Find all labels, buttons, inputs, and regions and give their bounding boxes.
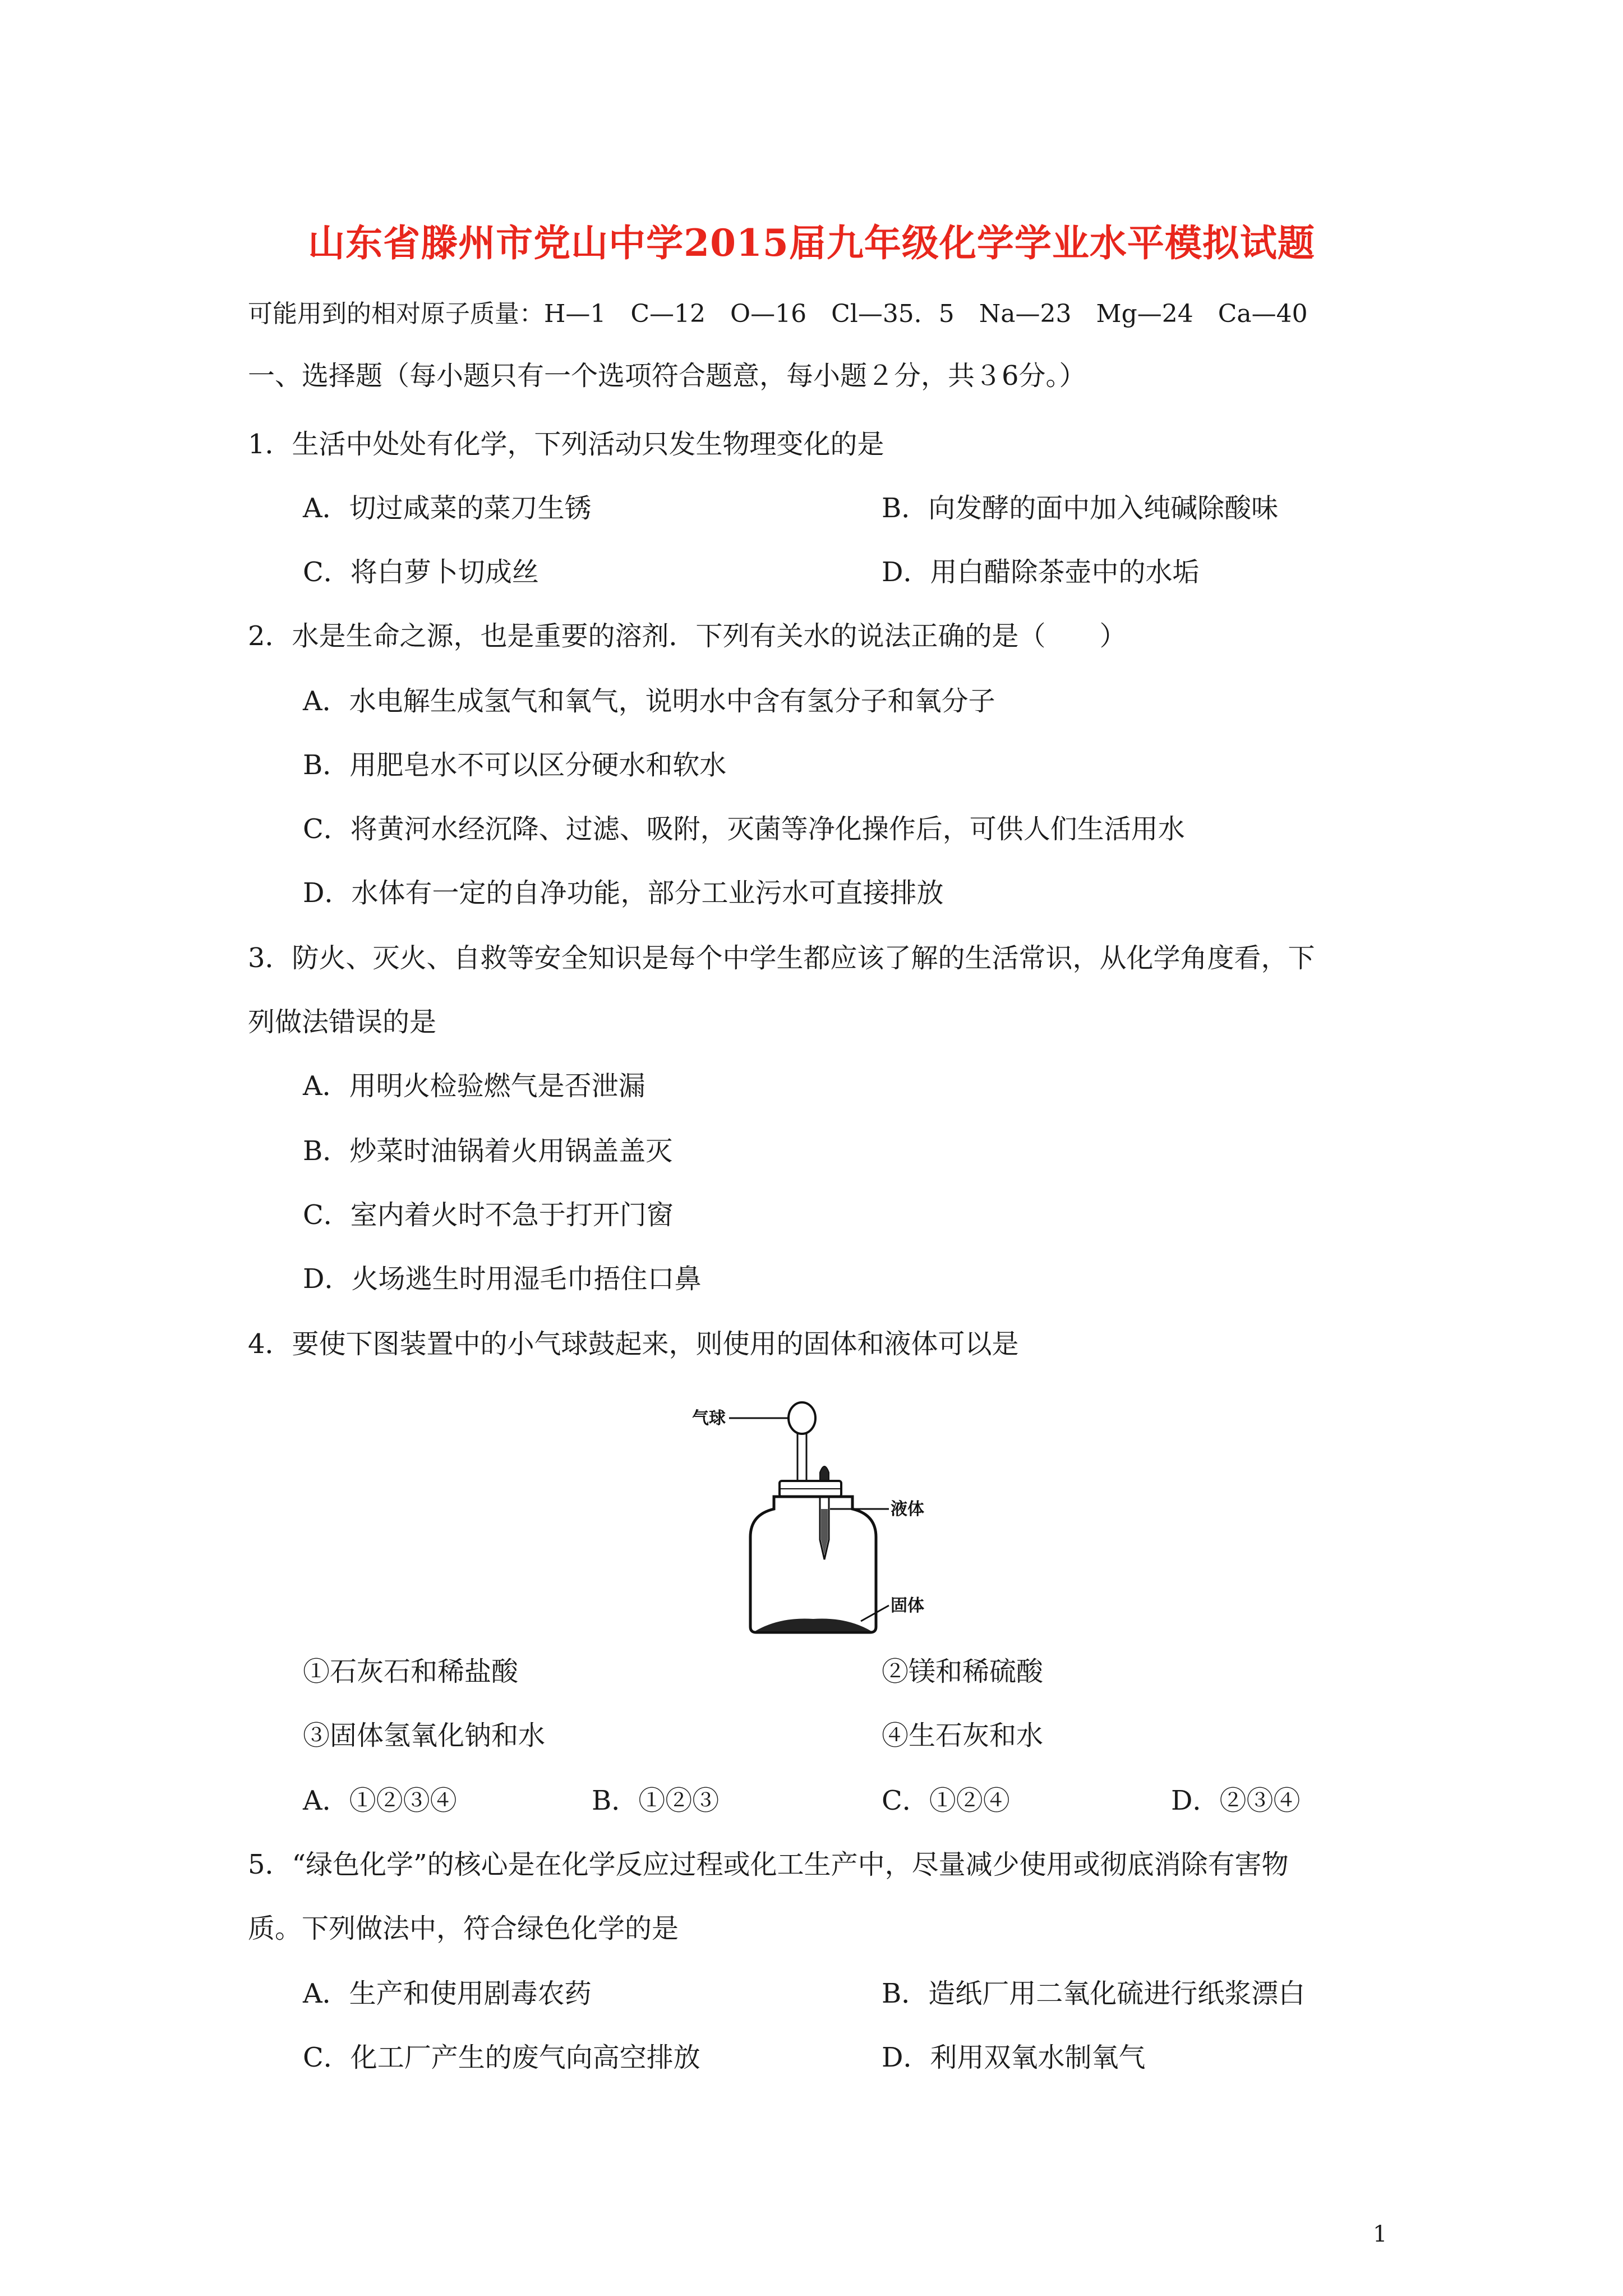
question-4-stem: 4．要使下图装置中的小气球鼓起来，则使用的固体和液体可以是 [248, 1328, 1019, 1360]
question-1-option-a: A．切过咸菜的菜刀生锈 [303, 493, 592, 524]
question-5-stem-line-1: 5．“绿色化学”的核心是在化学反应过程或化工生产中，尽量减少使用或彻底消除有害物 [248, 1849, 1289, 1880]
figure-label-liquid: 液体 [891, 1499, 924, 1519]
question-3-option-d: D．火场逃生时用湿毛巾捂住口鼻 [303, 1263, 702, 1295]
question-4-item-2: ②镁和稀硫酸 [882, 1656, 1044, 1687]
question-4-item-3: ③固体氢氧化钠和水 [303, 1720, 546, 1751]
figure-label-solid: 固体 [891, 1596, 924, 1616]
atomic-mass-line: 可能用到的相对原子质量：H—1 C—12 O—16 Cl—35．5 Na—23 Mg—24 Ca—40 [248, 300, 1308, 328]
solid-layer-shape [755, 1618, 872, 1631]
bottle-shape [750, 1497, 876, 1632]
figure-label-balloon: 气球 [692, 1409, 726, 1428]
question-3-stem-line-1: 3．防火、灭火、自救等安全知识是每个中学生都应该了解的生活常识，从化学角度看，下 [248, 942, 1315, 974]
question-5-option-d: D．利用双氧水制氧气 [882, 2042, 1146, 2073]
question-3-option-c: C．室内着火时不急于打开门窗 [303, 1199, 674, 1231]
section-heading: 一、选择题（每小题只有一个选项符合题意，每小题２分，共３6分。） [248, 360, 1086, 392]
question-4-item-1: ①石灰石和稀盐酸 [303, 1656, 519, 1687]
question-1-stem: 1．生活中处处有化学，下列活动只发生物理变化的是 [248, 429, 884, 460]
balloon-apparatus-figure [690, 1397, 937, 1638]
question-4-item-4: ④生石灰和水 [882, 1720, 1044, 1751]
question-4-option-d: D．②③④ [1171, 1785, 1301, 1816]
question-4-option-a: A．①②③④ [303, 1785, 457, 1816]
question-1-option-c: C．将白萝卜切成丝 [303, 556, 539, 588]
question-1-option-b: B．向发酵的面中加入纯碱除酸味 [882, 493, 1279, 524]
question-3-option-b: B．炒菜时油锅着火用锅盖盖灭 [303, 1135, 673, 1167]
question-4-option-c: C．①②④ [882, 1785, 1010, 1816]
question-5-option-a: A．生产和使用剧毒农药 [303, 1978, 592, 2009]
balloon-shape [789, 1402, 815, 1434]
question-3-option-a: A．用明火检验燃气是否泄漏 [303, 1070, 645, 1102]
question-4-option-b: B．①②③ [592, 1785, 720, 1816]
question-2-option-d: D．水体有一定的自净功能，部分工业污水可直接排放 [303, 877, 944, 909]
question-2-option-c: C．将黄河水经沉降、过滤、吸附，灭菌等净化操作后，可供人们生活用水 [303, 813, 1185, 845]
question-5-option-b: B．造纸厂用二氧化硫进行纸浆漂白 [882, 1978, 1306, 2009]
question-2-option-a: A．水电解生成氢气和氧气，说明水中含有氢分子和氧分子 [303, 685, 995, 717]
question-1-option-d: D．用白醋除茶壶中的水垢 [882, 556, 1200, 588]
question-3-stem-line-2: 列做法错误的是 [248, 1006, 437, 1038]
question-5-stem-line-2: 质。下列做法中，符合绿色化学的是 [248, 1913, 679, 1944]
question-5-option-c: C．化工厂产生的废气向高空排放 [303, 2042, 700, 2073]
question-2-stem: 2．水是生命之源，也是重要的溶剂．下列有关水的说法正确的是（ ） [248, 620, 1127, 652]
page-title: 山东省滕州市党山中学2015届九年级化学学业水平模拟试题 [308, 221, 1315, 265]
page-number: 1 [1373, 2221, 1387, 2247]
question-2-option-b: B．用肥皂水不可以区分硬水和软水 [303, 749, 727, 781]
